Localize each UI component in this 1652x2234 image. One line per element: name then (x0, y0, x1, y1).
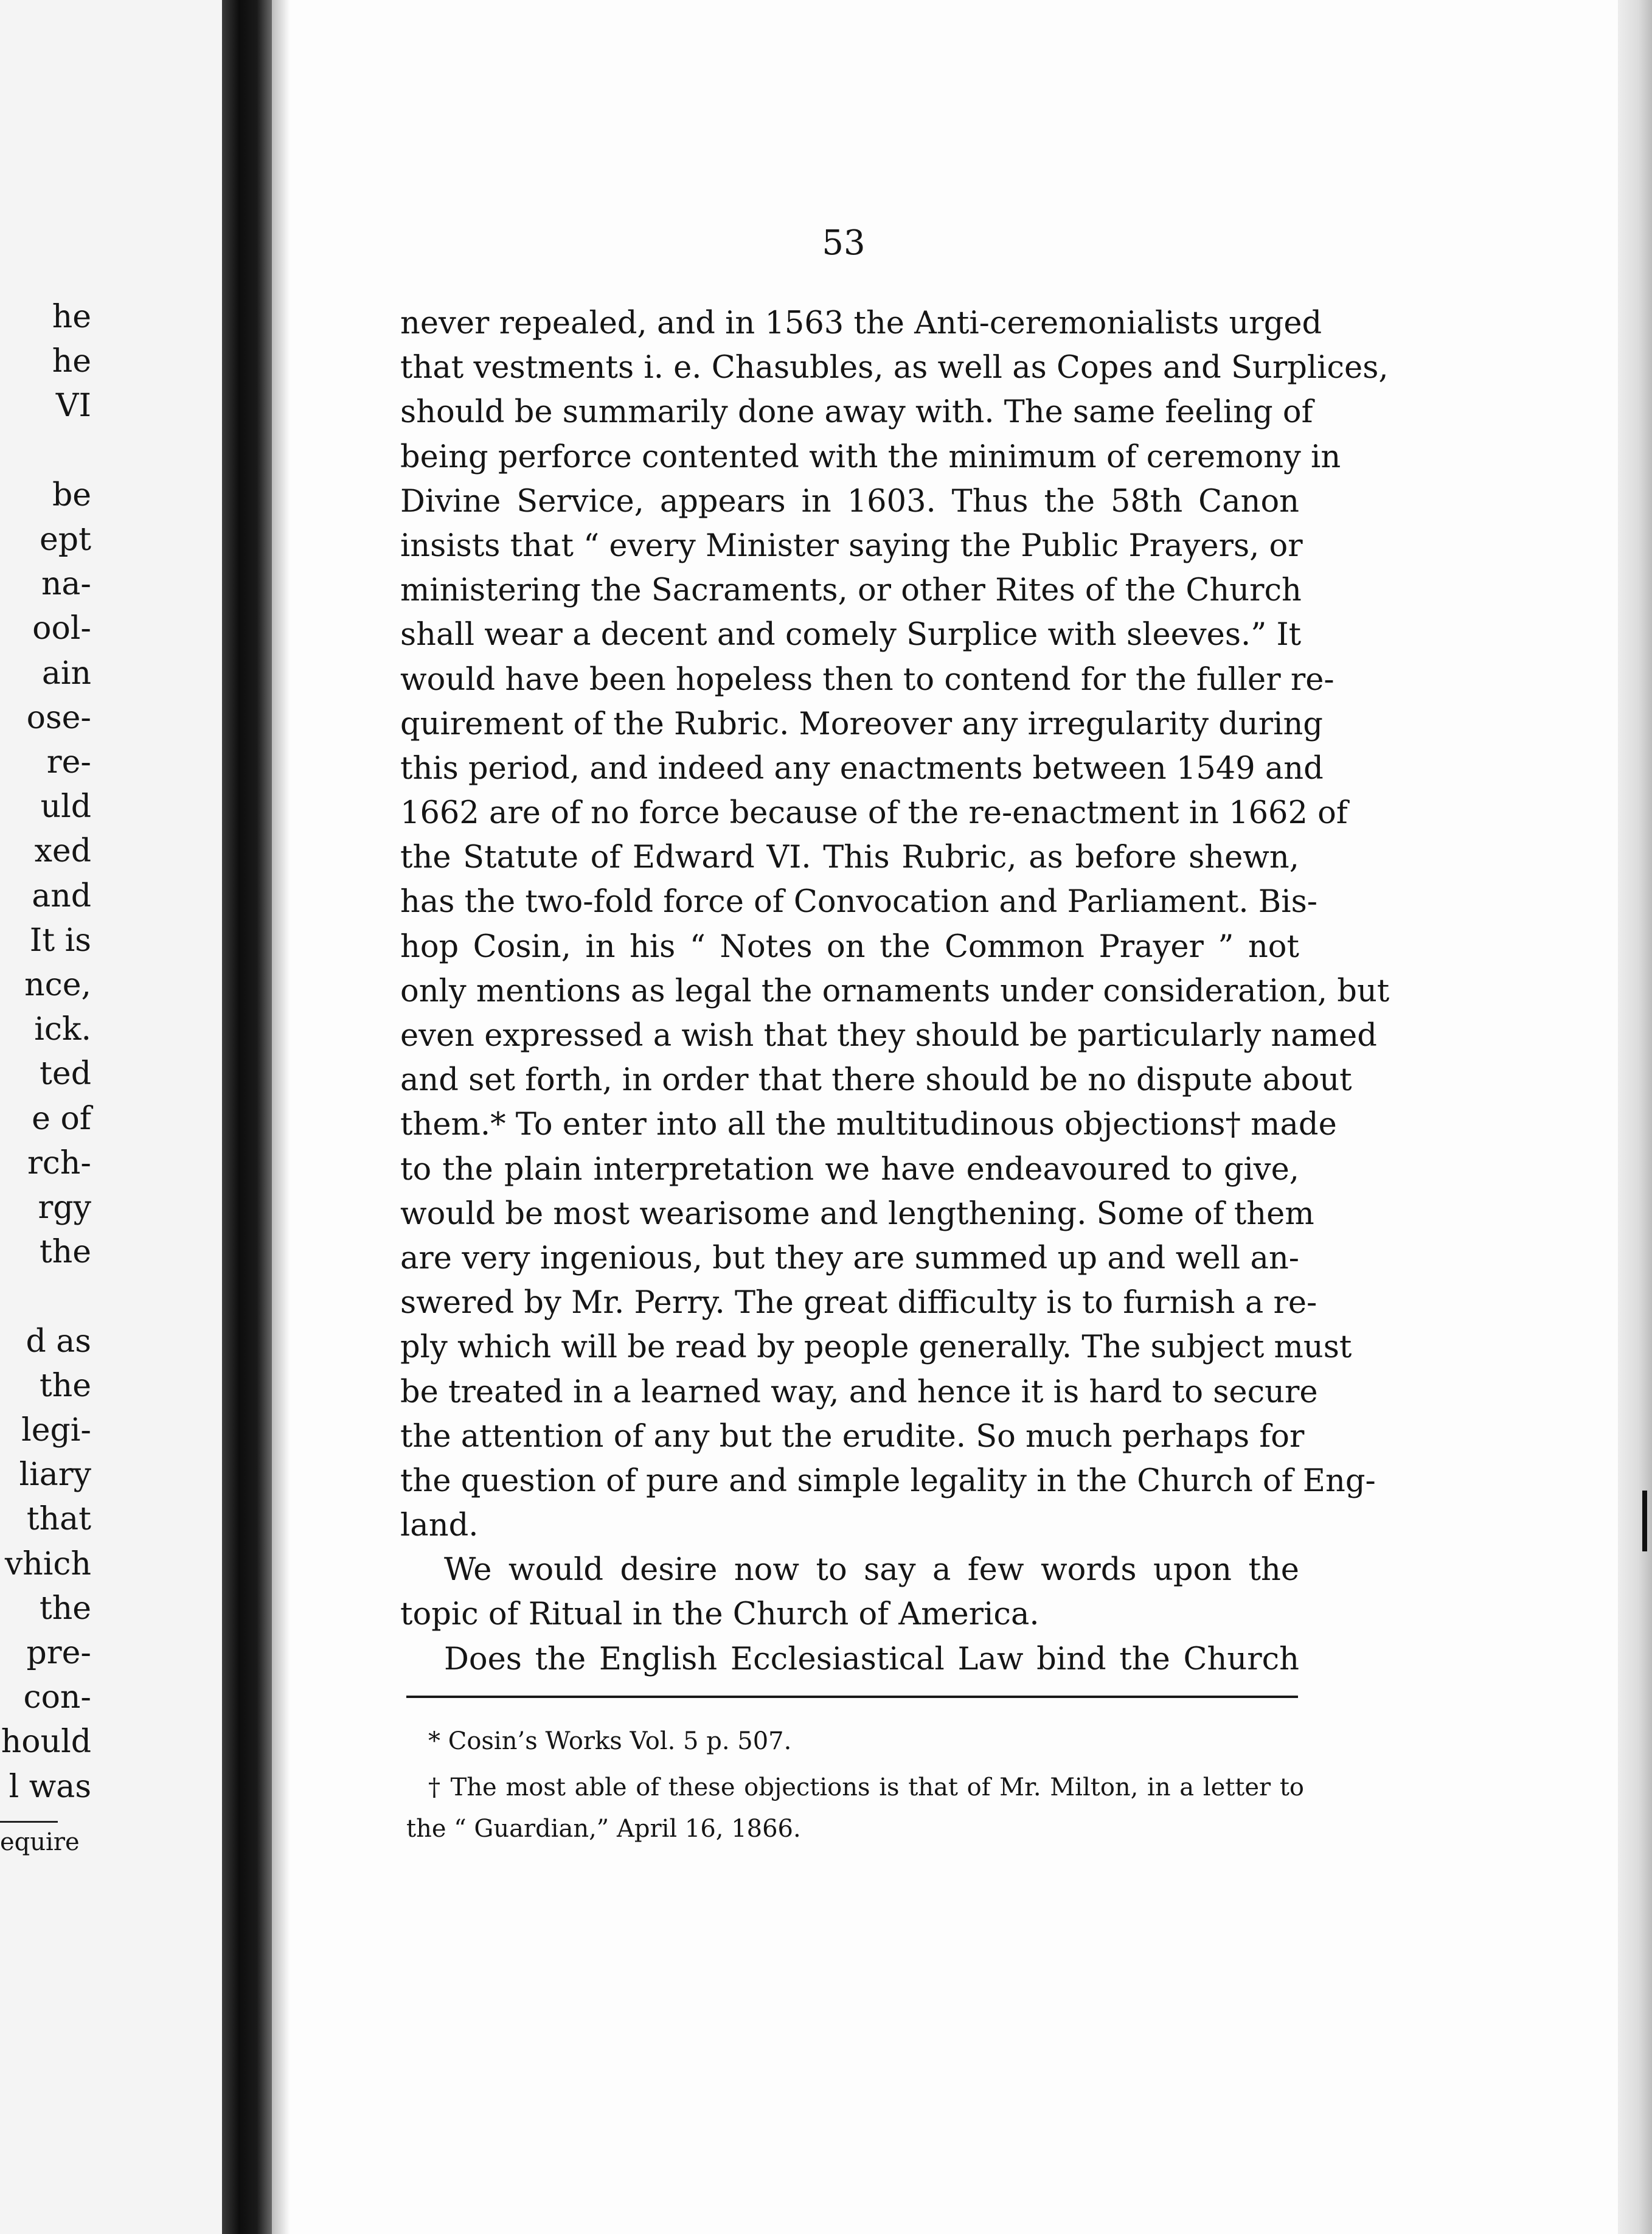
facing-page-line: pre- (26, 1635, 91, 1671)
facing-page-line: e of (32, 1100, 91, 1137)
text-line: only mentions as legal the ornaments under consideration, but (400, 973, 1390, 1009)
text-line: ply which will be read by people generally. The subject must (400, 1329, 1352, 1366)
facing-page-line: the (39, 1367, 91, 1404)
text-line: shall wear a decent and comely Surplice with sleeves.” It (400, 617, 1302, 653)
text-line: are very ingenious, but they are summed up and well an- (400, 1240, 1299, 1276)
facing-page-line: re- (46, 744, 91, 781)
text-line: them.* To enter into all the multitudinous objections† made (400, 1107, 1337, 1143)
text-line: should be summarily done away with. The same feeling of (400, 394, 1313, 431)
facing-page-line: na- (41, 566, 91, 603)
facing-page-line: xed (34, 833, 91, 870)
text-line: this period, and indeed any enactments between 1549 and (400, 750, 1324, 787)
facing-page-line: the (39, 1234, 91, 1271)
facing-page-line: vhich (4, 1545, 91, 1582)
facing-page-line: legi- (21, 1412, 91, 1449)
facing-page-line: l was (9, 1768, 91, 1805)
edge-mark (1642, 1491, 1647, 1551)
text-line: being perforce contented with the minimum of ceremony in (400, 439, 1341, 475)
facing-page-line: hould (1, 1724, 91, 1761)
text-line: the attention of any but the erudite. So much perhaps for (400, 1418, 1305, 1455)
facing-page-footnote-fragment: equire (0, 1828, 80, 1856)
text-line: quirement of the Rubric. Moreover any irregularity during (400, 706, 1323, 742)
book-gutter (222, 0, 272, 2234)
facing-page-line: liary (19, 1456, 91, 1494)
footnote-line: the “ Guardian,” April 16, 1866. (406, 1815, 801, 1843)
body-text (400, 301, 1390, 1682)
text-line: topic of Ritual in the Church of America. (400, 1596, 1039, 1633)
footnote-gap (406, 1762, 1304, 1767)
text-line: ministering the Sacraments, or other Rites of the Church (400, 572, 1302, 609)
facing-page-line: uld (40, 788, 91, 826)
facing-page-line: that (26, 1501, 91, 1538)
footnote-rule (406, 1696, 1298, 1698)
text-line: the question of pure and simple legality in the Church of Eng- (400, 1463, 1376, 1499)
text-line: Divine Service, appears in 1603. Thus the 58th Canon (400, 483, 1299, 520)
text-line: the Statute of Edward VI. This Rubric, as before shewn, (400, 840, 1299, 876)
text-line: Does the English Ecclesiastical Law bind the Church (444, 1641, 1299, 1677)
facing-page-line: ose- (26, 699, 91, 736)
facing-page-line: ain (41, 655, 91, 692)
facing-page-line: nce, (24, 967, 91, 1003)
text-line: and set forth, in order that there should be no dispute about (400, 1062, 1352, 1099)
facing-page-line: d as (26, 1323, 91, 1360)
facing-page-line: be (52, 476, 91, 513)
text-line: would be most wearisome and lengthening. Some of them (400, 1195, 1314, 1232)
facing-page-line: ool- (32, 610, 91, 647)
text-line: has the two-fold force of Convocation and Parliament. Bis- (400, 884, 1317, 920)
text-line: swered by Mr. Perry. The great difficulty is to furnish a re- (400, 1285, 1317, 1321)
facing-page-fragment (0, 0, 226, 2234)
facing-page-footnote-rule (0, 1821, 58, 1823)
text-line: would have been hopeless then to contend for the fuller re- (400, 661, 1334, 698)
page-number: 53 (822, 223, 866, 263)
text-line: hop Cosin, in his “ Notes on the Common Prayer ” not (400, 928, 1299, 965)
footnote (406, 1721, 1304, 1762)
facing-page-line: he (52, 299, 91, 335)
facing-page-line: con- (23, 1679, 91, 1716)
text-line: 1662 are of no force because of the re-enactment in 1662 of (400, 795, 1348, 832)
facing-page-line: VI (55, 388, 91, 425)
facing-page-line: ick. (34, 1011, 91, 1048)
footnote-line: † The most able of these objections is that of Mr. Milton, in a letter to (428, 1773, 1304, 1801)
facing-page-line: It is (29, 922, 91, 959)
facing-page-line: the (39, 1590, 91, 1627)
text-line: be treated in a learned way, and hence it is hard to secure (400, 1374, 1318, 1410)
facing-page-line: and (32, 877, 91, 914)
gutter-shadow (272, 0, 290, 2234)
footnote-line: * Cosin’s Works Vol. 5 p. 507. (428, 1727, 792, 1755)
text-line: We would desire now to say a few words upon the (444, 1552, 1299, 1589)
text-line: never repealed, and in 1563 the Anti-ceremonialists urged (400, 305, 1322, 341)
facing-page-line: he (52, 343, 91, 380)
page-edge (1618, 0, 1652, 2234)
text-line: land. (400, 1508, 479, 1544)
facing-page-line: ted (40, 1056, 91, 1093)
footnote (406, 1767, 1304, 1849)
footnotes (406, 1721, 1304, 1849)
facing-page-line: rch- (27, 1144, 91, 1181)
facing-page-line: rgy (38, 1189, 91, 1226)
text-line: that vestments i. e. Chasubles, as well as Copes and Surplices, (400, 350, 1389, 386)
facing-page-line: ept (40, 521, 91, 558)
text-line: insists that “ every Minister saying the Public Prayers, or (400, 527, 1303, 564)
text-line: even expressed a wish that they should be particularly named (400, 1018, 1377, 1054)
text-line: to the plain interpretation we have endeavoured to give, (400, 1151, 1299, 1188)
